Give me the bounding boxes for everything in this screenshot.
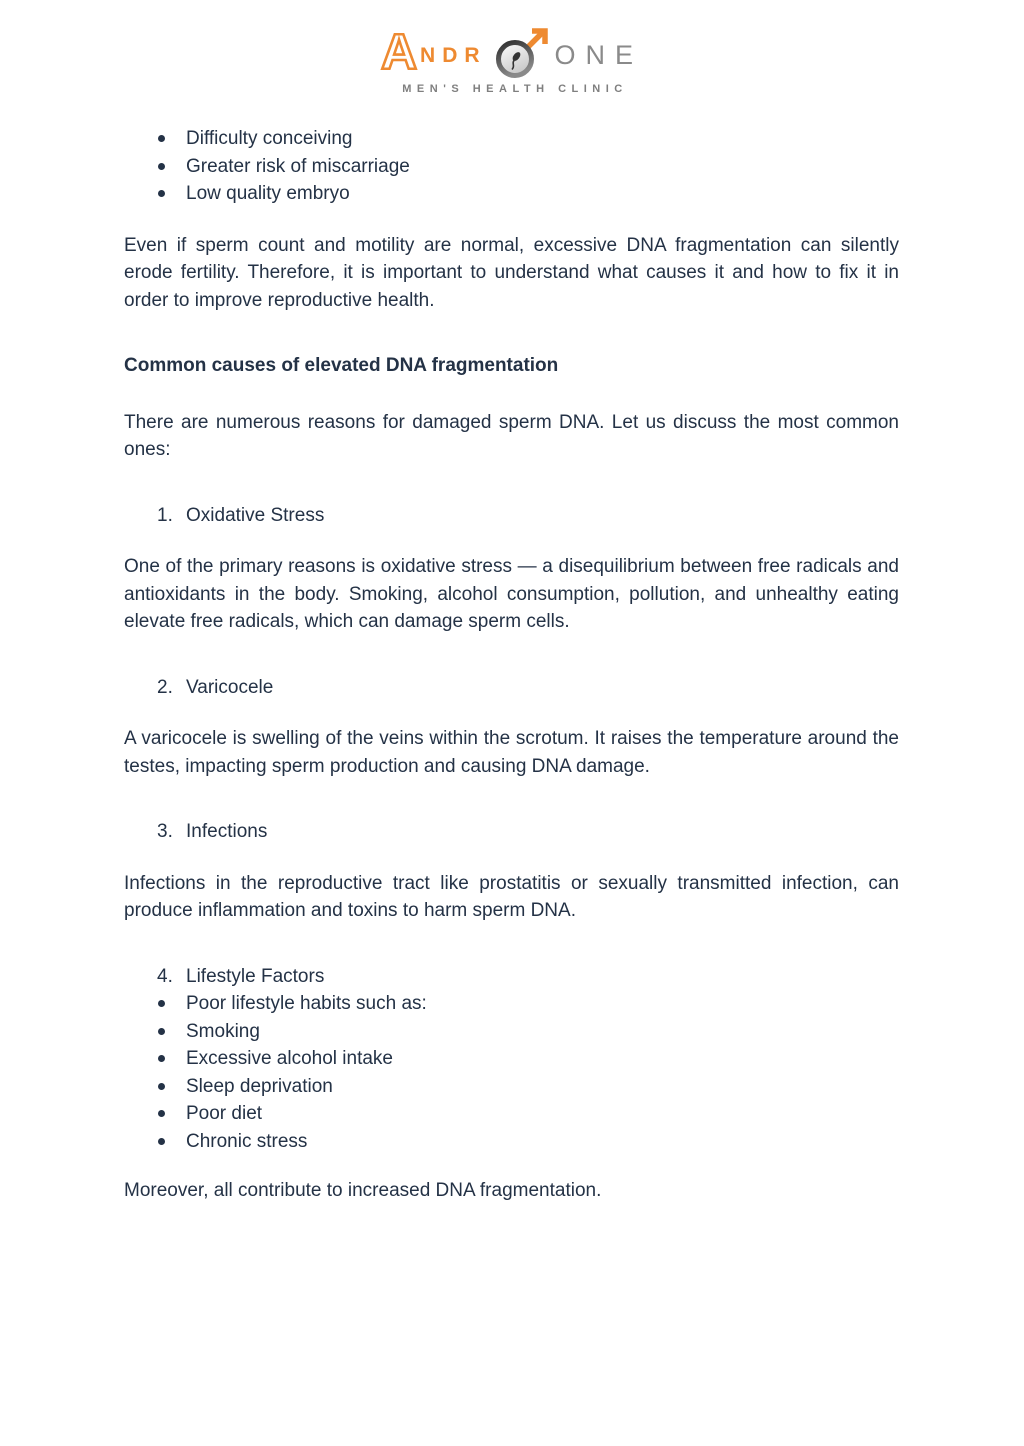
lifestyle-bullet-list [124, 990, 899, 1155]
item-number: 3. [157, 821, 173, 842]
item-title: Lifestyle Factors [186, 965, 325, 987]
male-symbol-sperm-circle-icon [487, 23, 553, 81]
list-item: Chronic stress [124, 1128, 899, 1156]
logo-tagline: MEN'S HEALTH CLINIC [402, 83, 628, 95]
list-item: Smoking [124, 1018, 899, 1046]
list-item: Difficulty conceiving [124, 125, 899, 153]
list-item: Greater risk of miscarriage [124, 153, 899, 181]
paragraph-infections: Infections in the reproductive tract like prostatitis or sexually transmitted infection, can produce inflammation and toxins to harm sperm DNA. [124, 872, 899, 921]
list-item: Poor diet [124, 1100, 899, 1128]
list-item: Excessive alcohol intake [124, 1045, 899, 1073]
list-item: Sleep deprivation [124, 1073, 899, 1101]
logo-letters-one: ONE [554, 39, 644, 70]
logo-letter-a: A [380, 24, 420, 80]
item-title: Varicocele [186, 676, 274, 698]
numbered-item-3 [124, 818, 899, 846]
numbered-item-2 [124, 674, 899, 702]
item-title: Infections [186, 821, 268, 842]
intro-bullet-list [124, 125, 899, 208]
paragraph-overview: There are numerous reasons for damaged sperm DNA. Let us discuss the most common ones: [124, 411, 899, 460]
numbered-item-1 [124, 502, 899, 530]
document-body [124, 125, 899, 1205]
item-number: 2. [157, 676, 173, 698]
numbered-item-4 [124, 963, 899, 991]
item-title: Oxidative Stress [186, 504, 325, 526]
item-number: 1. [157, 504, 173, 526]
section-heading: Common causes of elevated DNA fragmentation [124, 355, 559, 376]
logo-letters-ndr: NDR [420, 44, 487, 67]
item-number: 4. [157, 965, 173, 987]
clinic-logo [0, 0, 1024, 95]
paragraph-intro: Even if sperm count and motility are normal, excessive DNA fragmentation can silently erode fertility. Therefore, it is important to understand what causes it and how to fix it in order to improve reproductive health. [124, 234, 899, 311]
paragraph-closing: Moreover, all contribute to increased DNA fragmentation. [124, 1180, 602, 1201]
paragraph-oxidative-stress: One of the primary reasons is oxidative stress — a disequilibrium between free radicals and antioxidants in the body. Smoking, alcohol consumption, pollution, and unhealthy eating elevate free radicals, which can damage sperm cells. [124, 556, 899, 632]
paragraph-varicocele: A varicocele is swelling of the veins within the scrotum. It raises the temperature around the testes, impacting sperm production and causing DNA damage. [124, 728, 899, 777]
list-item: Poor lifestyle habits such as: [124, 990, 899, 1018]
logo-wordmark [381, 26, 643, 78]
list-item: Low quality embryo [124, 180, 899, 208]
